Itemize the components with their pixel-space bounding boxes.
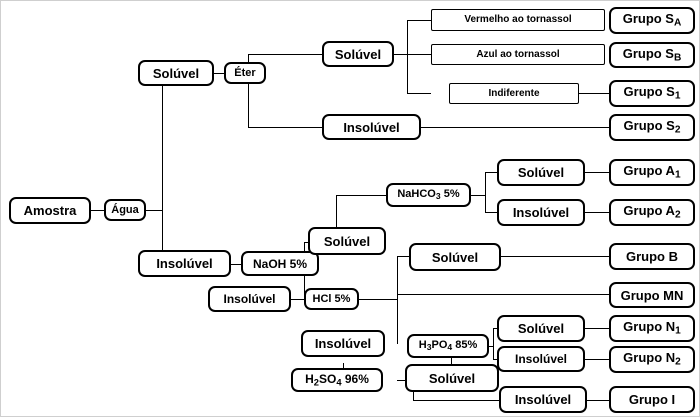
connector-amostra-agua — [91, 210, 104, 211]
node-naoh-insoluble[interactable]: Insolúvel — [208, 286, 291, 312]
connector-hcl-vert — [397, 256, 398, 344]
connector-nahco3-stem — [471, 195, 485, 196]
node-grupo-a2[interactable]: Grupo $A_2$ — [609, 199, 695, 226]
node-naoh[interactable]: NaOH 5% — [241, 251, 319, 276]
connector-soleter-stem — [394, 54, 407, 55]
connector-h3po4-vert — [493, 328, 494, 359]
node-nahco3-insoluble[interactable]: Insolúvel — [497, 199, 585, 226]
node-grupo-s1[interactable]: Grupo $S_1$ — [609, 80, 695, 107]
connector-insoleter-s2 — [421, 127, 609, 128]
connector-eter-sol — [248, 54, 322, 55]
connector-insolh3po4-n2 — [585, 359, 609, 360]
node-grupo-s2[interactable]: Grupo $S_2$ — [609, 114, 695, 141]
connector-nahco3-sol — [485, 172, 497, 173]
node-test-indifferent[interactable]: Indiferente — [449, 83, 579, 104]
connector-solnaoh-up — [336, 195, 337, 227]
node-nahco3-soluble[interactable]: Solúvel — [497, 159, 585, 186]
node-grupo-b[interactable]: Grupo B — [609, 243, 695, 270]
connector-insolagua-naoh — [231, 264, 241, 265]
node-hcl-soluble[interactable]: Solúvel — [409, 243, 501, 271]
node-grupo-n1[interactable]: Grupo $N_1$ — [609, 315, 695, 342]
node-h2so4[interactable]: $H_2SO_4$ 96% — [291, 368, 383, 392]
connector-eter-insol — [248, 127, 322, 128]
connector-insolnahco3-a2 — [585, 212, 609, 213]
node-solubility-water-insoluble[interactable]: Insolúvel — [138, 250, 231, 277]
connector-h2so4-insol — [413, 400, 499, 401]
node-grupo-sb[interactable]: Grupo $S_B$ — [609, 42, 695, 68]
node-test-red-litmus[interactable]: Vermelho ao tornassol — [431, 9, 605, 31]
connector-soleter-vert — [407, 20, 408, 93]
node-grupo-i[interactable]: Grupo I — [609, 386, 695, 413]
node-hcl-insoluble[interactable]: Insolúvel — [301, 330, 385, 357]
node-h2so4-soluble[interactable]: Solúvel — [405, 364, 499, 392]
connector-nahco3-insol — [485, 212, 497, 213]
node-hcl[interactable]: HCl 5% — [304, 288, 359, 310]
connector-h3po4-stem — [489, 346, 493, 347]
node-solubility-water-soluble[interactable]: Solúvel — [138, 60, 214, 86]
node-ether[interactable]: Éter — [224, 62, 266, 84]
node-amostra[interactable]: Amostra — [9, 197, 91, 224]
connector-indiferente-s1 — [579, 93, 609, 94]
node-h3po4[interactable]: $H_3PO_4$ 85% — [407, 334, 489, 358]
connector-soleter-azul — [407, 54, 431, 55]
node-grupo-n2[interactable]: Grupo $N_2$ — [609, 346, 695, 373]
node-grupo-a1[interactable]: Grupo $A_1$ — [609, 159, 695, 186]
node-ether-soluble[interactable]: Solúvel — [322, 41, 394, 67]
node-grupo-sa[interactable]: Grupo $S_A$ — [609, 7, 695, 34]
node-h3po4-soluble[interactable]: Solúvel — [497, 315, 585, 342]
connector-solnahco3-a1 — [585, 172, 609, 173]
connector-hcl-stem — [359, 299, 397, 300]
connector-soleter-vermelho — [407, 20, 431, 21]
node-test-blue-litmus[interactable]: Azul ao tornassol — [431, 44, 605, 65]
connector-soleter-indiferente — [407, 93, 431, 94]
connector-insolh2so4-i — [587, 400, 609, 401]
connector-hcl-grupomn — [397, 294, 609, 295]
node-ether-insoluble[interactable]: Insolúvel — [322, 114, 421, 140]
node-agua[interactable]: Água — [104, 199, 146, 221]
node-h3po4-insoluble[interactable]: Insolúvel — [497, 346, 585, 372]
node-grupo-mn[interactable]: Grupo MN — [609, 282, 695, 308]
connector-solnaoh-nahco3 — [336, 195, 386, 196]
connector-solhcl-grupob — [501, 256, 609, 257]
connector-hcl-sol — [397, 256, 409, 257]
connector-insolnaoh-hcl — [291, 299, 304, 300]
node-h2so4-insoluble[interactable]: Insolúvel — [499, 386, 587, 413]
connector-agua-stem — [146, 210, 162, 211]
node-nahco3[interactable]: NaHCO$_3$ 5% — [386, 183, 471, 207]
node-naoh-soluble[interactable]: Solúvel — [308, 227, 386, 255]
connector-agua-vert — [162, 73, 163, 265]
connector-solh3po4-n1 — [585, 328, 609, 329]
connector-nahco3-vert — [485, 172, 486, 212]
